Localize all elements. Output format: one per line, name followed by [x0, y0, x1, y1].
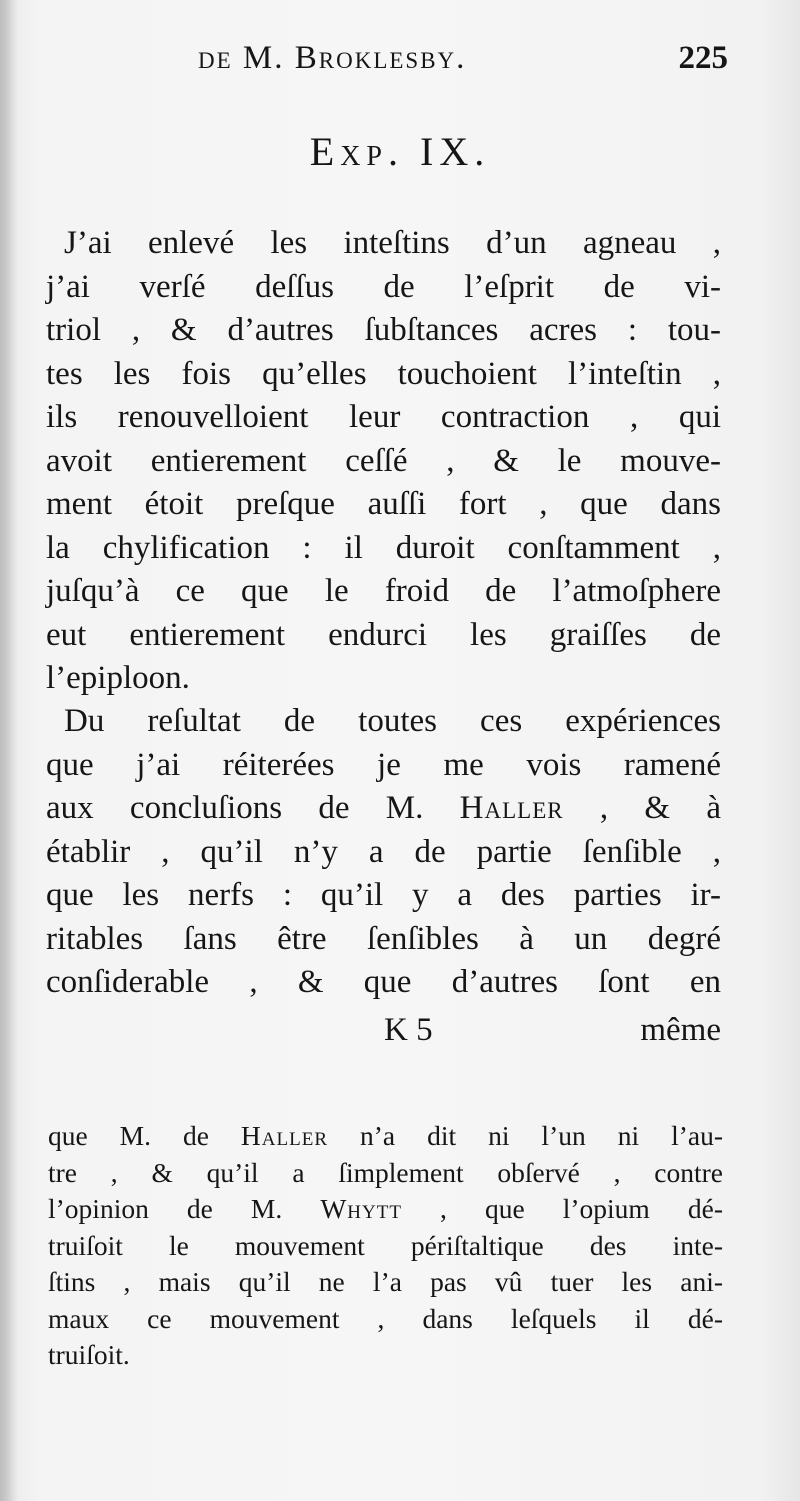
running-head: [198, 40, 728, 90]
text-segment: l’opinion de M.: [48, 1193, 321, 1224]
catchword: même: [640, 1012, 721, 1048]
footnote-line: truiſoit.: [48, 1339, 130, 1370]
paragraph-2: [46, 700, 721, 1005]
text-line: eut entierement endurci les graiſſes de: [46, 616, 721, 653]
footnote-line: maux ce mouvement , dans leſquels il dé-: [48, 1302, 723, 1334]
text-line: ritables ſans être ſenſibles à un degré: [46, 920, 721, 957]
text-segment: , & à: [563, 790, 721, 826]
text-line: ment étoit preſque auſſi fort , que dans: [46, 486, 721, 522]
text-line: l’epiploon.: [46, 660, 190, 696]
text-segment: aux concluſions de M.: [46, 790, 460, 826]
footnote: [48, 1118, 723, 1374]
footnote-line: ſtins , mais qu’il ne l’a pas vû tuer les ani-: [48, 1266, 723, 1297]
author-name: Haller: [459, 790, 564, 826]
experiment-heading: Exp. IX.: [309, 129, 491, 174]
text-segment: n’a dit ni l’un ni l’au-: [328, 1120, 723, 1151]
text-line: que les nerfs : qu’il y a des parties ir-: [46, 877, 721, 913]
footnote-line: truiſoit le mouvement périſtaltique des inte-: [48, 1229, 723, 1261]
paragraph-1: [46, 222, 721, 701]
signature-line: [46, 1012, 721, 1056]
text-segment: , que l’opium dé-: [401, 1193, 723, 1224]
text-line: [46, 787, 721, 831]
text-line: tes les fois qu’elles touchoient l’inteſtin ,: [46, 355, 721, 392]
text-line: Du reſultat de toutes ces expériences: [64, 703, 721, 739]
text-line: triol , & d’autres ſubſtances acres : tou-: [46, 312, 721, 348]
footnote-line: [48, 1191, 723, 1228]
text-line: la chylification : il duroit conſtamment ,: [46, 529, 721, 566]
running-title: de M. Broklesby.: [198, 40, 467, 76]
text-line: J’ai enlevé les inteſtins d’un agneau ,: [64, 225, 721, 261]
text-line: ils renouvelloient leur contraction , qui: [46, 399, 721, 435]
text-line: établir , qu’il n’y a de partie ſenſible ,: [46, 833, 721, 870]
text-line: avoit entierement ceſſé , & le mouve-: [46, 442, 721, 479]
text-line: juſqu’à ce que le froid de l’atmoſphere: [46, 573, 721, 609]
footnote-line: [48, 1118, 723, 1155]
text-segment: que M. de: [48, 1120, 241, 1151]
binding-shadow: [0, 0, 18, 1501]
page-number: 225: [678, 40, 728, 76]
signature-mark: K 5: [384, 1012, 433, 1048]
author-name: Whytt: [320, 1193, 402, 1224]
text-line: j’ai verſé deſſus de l’eſprit de vi-: [46, 268, 721, 305]
footnote-line: tre , & qu’il a ſimplement obſervé , contre: [48, 1156, 723, 1188]
author-name: Haller: [240, 1120, 328, 1151]
text-line: conſiderable , & que d’autres ſont en: [46, 964, 721, 1000]
text-line: que j’ai réiterées je me vois ramené: [46, 746, 721, 783]
